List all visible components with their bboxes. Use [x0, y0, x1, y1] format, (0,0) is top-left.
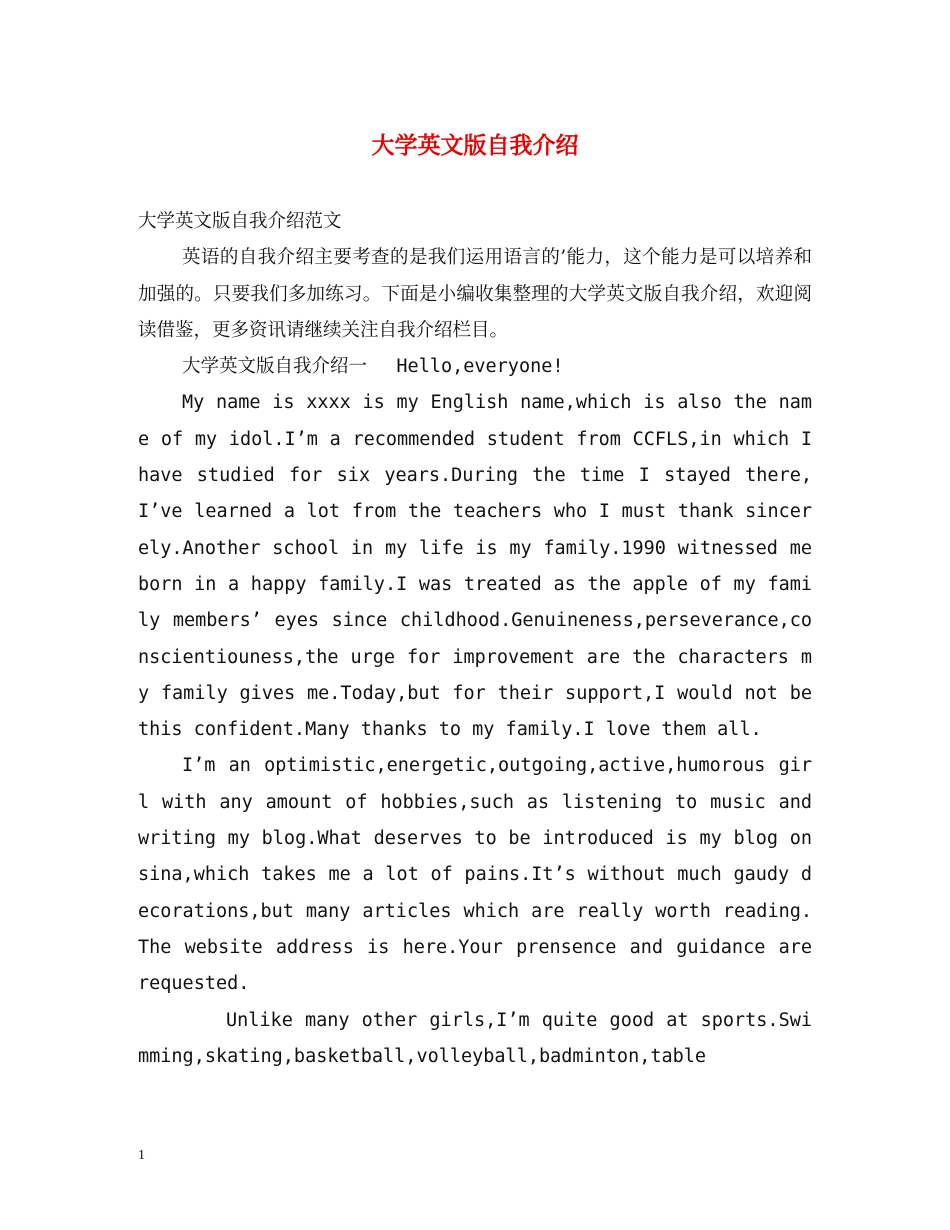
page-number: 1: [138, 1148, 145, 1163]
paragraph-2: I’m an optimistic,energetic,outgoing,active,humorous girl with any amount of hobbies,such as listening to music and writing my blog.What deserves to be introduced is my blog on sina,which takes me a lot of pains.It’s without much gaudy decorations,but many articles which are really worth reading.The website address is here.Your prensence and guidance are requested.: [138, 755, 812, 995]
greeting: Hello,everyone!: [396, 356, 564, 378]
intro-paragraph: 英语的自我介绍主要考查的是我们运用语言的’能力，这个能力是可以培养和加强的。只要我们多加练习。下面是小编收集整理的大学英文版自我介绍，欢迎阅读借鉴，更多资讯请继续关注自我介绍栏目。: [138, 247, 812, 341]
section-label: 大学英文版自我介绍一: [182, 356, 368, 378]
subheading: 大学英文版自我介绍范文: [138, 211, 342, 232]
document-title: 大学英文版自我介绍: [371, 133, 579, 159]
section-line: [138, 349, 812, 385]
document-body: [138, 204, 812, 1075]
paragraph-3: Unlike many other girls,I’m quite good at sports.Swimming,skating,basketball,volleyball,badminton,table: [138, 1009, 812, 1067]
paragraph-1: My name is xxxx is my English name,which is also the name of my idol.I’m a recommended student from CCFLS,in which I have studied for six years.During the time I stayed there,I’ve learned a lot from the teachers who I must thank sincerely.Another school in my life is my family.1990 witnessed me born in a happy family.I was treated as the apple of my family members’ eyes since childhood.Genuineness,perseverance,conscientiouness,the urge for improvement are the characters my family gives me.Today,but for their support,I would not be this confident.Many thanks to my family.I love them all.: [138, 392, 812, 741]
